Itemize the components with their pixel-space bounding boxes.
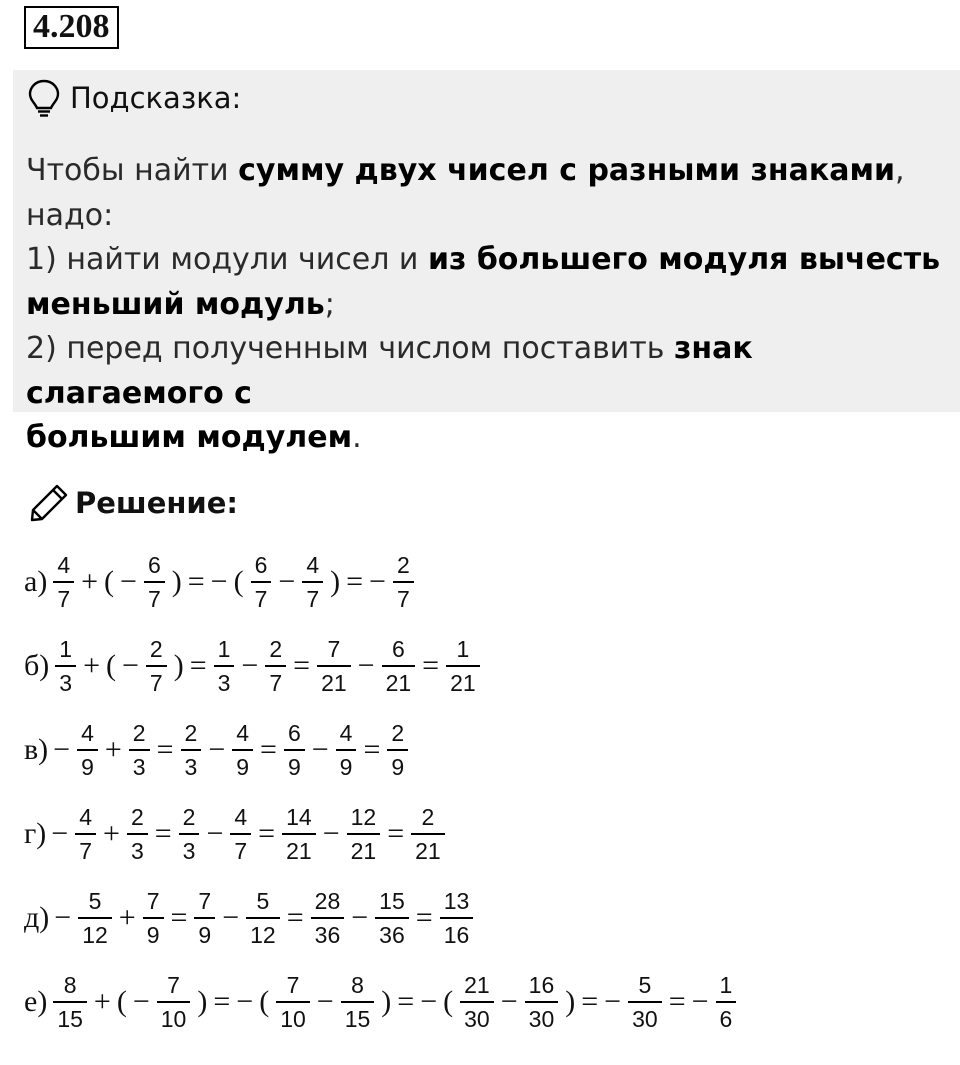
denominator: 21 (450, 669, 476, 696)
math-operator: ( (105, 649, 116, 682)
numerator: 16 (528, 971, 555, 998)
math-operator: = (363, 733, 381, 766)
fraction (246, 887, 280, 950)
fraction (284, 719, 305, 782)
denominator: 21 (385, 669, 412, 696)
fraction (387, 719, 408, 782)
numerator: 2 (130, 803, 144, 830)
math-operator: − (369, 565, 386, 598)
math-operator: + (81, 565, 99, 598)
math-operator: − (311, 733, 329, 766)
hint-line (26, 416, 946, 461)
fraction (181, 719, 202, 782)
math-operator: ) (173, 649, 184, 682)
math-operator: − (236, 985, 254, 1018)
denominator: 9 (236, 753, 250, 780)
math-operator: − (210, 565, 228, 598)
hint-line (26, 283, 946, 328)
hint-line (26, 238, 946, 283)
numerator: 1 (59, 635, 73, 662)
fraction (317, 635, 351, 698)
denominator: 3 (217, 669, 231, 696)
math-operator: = (387, 817, 405, 850)
numerator: 7 (146, 887, 160, 914)
denominator: 15 (57, 1005, 83, 1032)
math-operator: − (222, 901, 240, 934)
fraction (446, 635, 480, 698)
numerator: 7 (327, 635, 341, 662)
numerator: 4 (236, 719, 250, 746)
numerator: 2 (132, 719, 146, 746)
numerator: 4 (81, 719, 94, 746)
numerator: 1 (217, 635, 231, 662)
math-operator: = (258, 817, 276, 850)
fraction (129, 719, 150, 782)
fraction (251, 551, 272, 614)
fraction (144, 551, 165, 614)
math-operator: + (93, 985, 111, 1018)
solution-heading (27, 480, 238, 526)
math-operator: = (668, 985, 686, 1018)
fraction (78, 887, 112, 950)
math-operator: + (104, 733, 122, 766)
fraction (336, 719, 357, 782)
math-operator: − (500, 985, 518, 1018)
solution-row (24, 970, 740, 1034)
math-operator: ( (259, 985, 270, 1018)
numerator: 6 (147, 551, 161, 578)
denominator: 9 (81, 753, 94, 780)
row-label: в) (24, 733, 49, 766)
fraction (53, 551, 74, 614)
row-label: е) (24, 985, 48, 1018)
fraction (628, 971, 662, 1034)
denominator: 3 (130, 837, 144, 864)
solution-row (24, 886, 477, 950)
math-operator: − (357, 649, 375, 682)
hint-bold-text: знак слагаемого с (26, 331, 753, 411)
hint-line (26, 149, 946, 238)
numerator: 14 (286, 803, 312, 830)
hint-text-segment: 1) найти модули чисел и (26, 242, 428, 277)
solution-title: Решение: (75, 486, 239, 520)
numerator: 2 (184, 719, 198, 746)
denominator: 30 (528, 1005, 555, 1032)
fraction (157, 971, 191, 1034)
fraction (143, 887, 164, 950)
math-operator: − (420, 985, 438, 1018)
hint-heading (26, 78, 241, 118)
denominator: 16 (443, 921, 470, 948)
fraction (75, 803, 96, 866)
hint-text-segment: Чтобы найти (26, 153, 239, 188)
hint-bold-text: большим модулем (26, 420, 353, 455)
numerator: 2 (269, 635, 283, 662)
numerator: 2 (421, 803, 435, 830)
numerator: 6 (254, 551, 268, 578)
fraction (230, 803, 251, 866)
denominator: 3 (184, 753, 198, 780)
denominator: 7 (269, 669, 283, 696)
numerator: 2 (396, 551, 410, 578)
math-operator: = (213, 985, 231, 1018)
math-operator: + (118, 901, 136, 934)
denominator: 7 (57, 585, 71, 612)
denominator: 3 (182, 837, 196, 864)
fraction (347, 803, 381, 866)
math-operator: − (322, 817, 340, 850)
numerator: 6 (287, 719, 301, 746)
denominator: 9 (287, 753, 301, 780)
row-label: г) (24, 817, 47, 850)
row-label: б) (24, 649, 50, 682)
numerator: 4 (234, 803, 248, 830)
math-operator: = (581, 985, 599, 1018)
math-operator: ) (171, 565, 182, 598)
hint-text-segment: 2) перед полученным числом поставить (26, 331, 674, 366)
lightbulb-icon (26, 78, 62, 118)
fraction (393, 551, 414, 614)
hint-text-segment: . (352, 420, 362, 455)
denominator: 36 (314, 921, 341, 948)
numerator: 7 (167, 971, 180, 998)
math-operator: − (351, 901, 369, 934)
numerator: 8 (351, 971, 364, 998)
math-operator: = (415, 901, 433, 934)
math-operator: − (208, 733, 226, 766)
hint-bold-text: из большего модуля вычесть (427, 242, 941, 277)
denominator: 21 (415, 837, 441, 864)
fraction (194, 887, 215, 950)
math-operator: − (241, 649, 259, 682)
math-operator: ( (116, 985, 127, 1018)
denominator: 9 (391, 753, 405, 780)
math-operator: − (121, 649, 139, 682)
math-operator: ) (330, 565, 341, 598)
fraction (382, 635, 416, 698)
math-operator: − (278, 565, 296, 598)
math-operator: = (260, 733, 277, 766)
denominator: 7 (254, 585, 268, 612)
fraction (302, 551, 323, 614)
hint-line (26, 327, 946, 416)
math-operator: = (156, 733, 174, 766)
fraction (716, 971, 737, 1034)
denominator: 6 (719, 1005, 733, 1032)
solution-row (24, 634, 484, 698)
fraction (282, 803, 316, 866)
denominator: 15 (344, 1005, 371, 1032)
math-operator: = (187, 565, 205, 598)
fraction (53, 971, 87, 1034)
denominator: 9 (146, 921, 160, 948)
problem-number: 4.208 (24, 6, 119, 49)
math-operator: − (53, 733, 71, 766)
pencil-icon (27, 481, 71, 525)
math-operator: ) (197, 985, 208, 1018)
fraction (214, 635, 235, 698)
denominator: 12 (82, 921, 108, 948)
math-operator: = (286, 901, 304, 934)
solution-row (24, 550, 418, 614)
math-operator: = (397, 985, 415, 1018)
numerator: 2 (149, 635, 163, 662)
numerator: 5 (638, 971, 652, 998)
math-operator: − (51, 817, 69, 850)
numerator: 2 (182, 803, 196, 830)
fraction (127, 803, 148, 866)
fraction (525, 971, 559, 1034)
math-operator: + (103, 817, 120, 850)
fraction (77, 719, 98, 782)
denominator: 7 (147, 585, 161, 612)
numerator: 2 (391, 719, 405, 746)
math-operator: − (691, 985, 709, 1018)
numerator: 28 (314, 887, 341, 914)
denominator: 7 (396, 585, 410, 612)
math-operator: − (120, 565, 137, 598)
denominator: 36 (379, 921, 405, 948)
denominator: 3 (59, 669, 73, 696)
numerator: 1 (456, 635, 470, 662)
denominator: 10 (160, 1005, 187, 1032)
denominator: 21 (321, 669, 347, 696)
math-operator: + (83, 649, 100, 682)
hint-text (26, 149, 946, 461)
math-operator: = (293, 649, 311, 682)
hint-text-segment: ; (324, 286, 335, 322)
math-operator: = (154, 817, 172, 850)
fraction (55, 635, 76, 698)
fraction (179, 803, 200, 866)
fraction (460, 971, 494, 1034)
denominator: 21 (350, 837, 377, 864)
math-operator: = (189, 649, 207, 682)
numerator: 4 (57, 551, 71, 578)
fraction (146, 635, 167, 698)
fraction (375, 887, 409, 950)
math-operator: = (422, 649, 440, 682)
hint-bold-text: сумму двух чисел с разными знаками (238, 153, 896, 188)
fraction (265, 635, 286, 698)
numerator: 1 (719, 971, 733, 998)
math-operator: ( (233, 565, 244, 598)
fraction (440, 887, 474, 950)
hint-text-segment: , надо: (26, 153, 905, 233)
math-operator: − (316, 985, 334, 1018)
numerator: 13 (443, 887, 470, 914)
denominator: 7 (149, 669, 163, 696)
denominator: 12 (250, 921, 276, 948)
hint-bold-text: меньший модуль (26, 286, 325, 322)
denominator: 7 (306, 585, 320, 612)
denominator: 7 (234, 837, 248, 864)
numerator: 5 (256, 887, 270, 914)
numerator: 7 (286, 971, 300, 998)
math-operator: ) (565, 985, 576, 1018)
math-operator: ) (381, 985, 392, 1018)
denominator: 30 (632, 1005, 658, 1032)
numerator: 5 (88, 887, 102, 914)
math-operator: − (132, 985, 150, 1018)
denominator: 9 (339, 753, 353, 780)
denominator: 21 (286, 837, 312, 864)
solution-row (24, 802, 449, 866)
math-operator: − (206, 817, 224, 850)
denominator: 10 (280, 1005, 306, 1032)
denominator: 7 (79, 837, 93, 864)
row-label: д) (24, 901, 50, 934)
numerator: 4 (306, 551, 320, 578)
math-operator: = (170, 901, 188, 934)
math-operator: ( (443, 985, 454, 1018)
fraction (411, 803, 445, 866)
denominator: 9 (198, 921, 212, 948)
fraction (232, 719, 253, 782)
numerator: 21 (464, 971, 490, 998)
numerator: 15 (379, 887, 405, 914)
math-operator: − (54, 901, 72, 934)
math-operator: ( (104, 565, 115, 598)
math-operator: = (346, 565, 364, 598)
solution-row (24, 718, 412, 782)
denominator: 30 (464, 1005, 490, 1032)
math-operator: − (604, 985, 622, 1018)
fraction (341, 971, 375, 1034)
numerator: 12 (350, 803, 377, 830)
numerator: 4 (339, 719, 353, 746)
numerator: 8 (63, 971, 77, 998)
row-label: а) (24, 565, 48, 598)
hint-title: Подсказка: (70, 81, 242, 115)
numerator: 7 (198, 887, 212, 914)
fraction (311, 887, 345, 950)
numerator: 4 (79, 803, 93, 830)
numerator: 6 (391, 635, 405, 662)
fraction (276, 971, 310, 1034)
denominator: 3 (132, 753, 146, 780)
